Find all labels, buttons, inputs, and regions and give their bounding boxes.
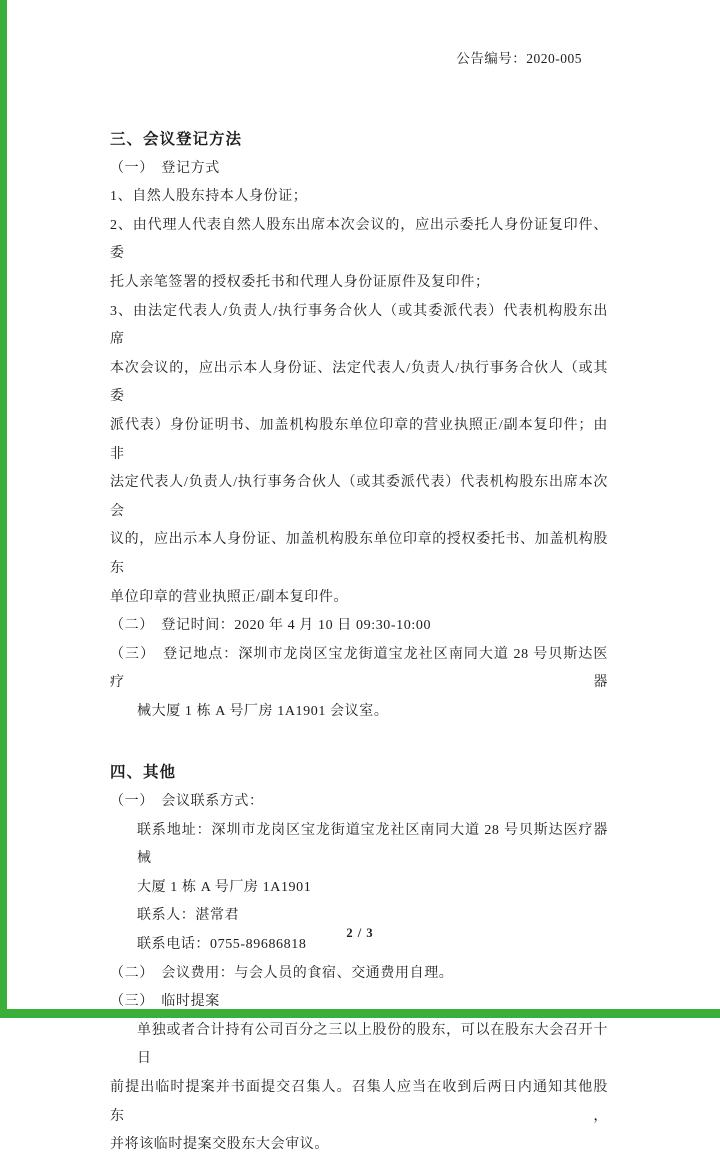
- registration-legal-rep-2: 本次会议的，应出示本人身份证、法定代表人/负责人/执行事务合伙人（或其委: [110, 360, 608, 405]
- item-registration-place-1: （三） 登记地点：深圳市龙岗区宝龙街道宝龙社区南同大道 28 号贝斯达医疗器: [110, 646, 608, 691]
- temp-proposal-1: 单独或者合计持有公司百分之三以上股份的股东，可以在股东大会召开十日: [137, 1022, 608, 1067]
- contact-address-1: 联系地址：深圳市龙岗区宝龙街道宝龙社区南同大道 28 号贝斯达医疗器械: [137, 822, 608, 867]
- item-contact-method: （一） 会议联系方式：: [110, 794, 264, 810]
- document-body: [110, 126, 608, 1160]
- item-meeting-cost: （二） 会议费用：与会人员的食宿、交通费用自理。: [110, 965, 454, 981]
- item-registration-place-2: 械大厦 1 栋 A 号厂房 1A1901 会议室。: [137, 703, 389, 719]
- section-heading-other: 四、其他: [110, 764, 177, 782]
- announcement-number: 公告编号：2020-005: [456, 51, 582, 66]
- contact-person: 联系人：湛常君: [137, 908, 240, 924]
- registration-legal-rep-6: 单位印章的营业执照正/副本复印件。: [110, 589, 349, 605]
- section-heading-registration: 三、会议登记方法: [110, 131, 243, 148]
- contact-address-2: 大厦 1 栋 A 号厂房 1A1901: [137, 879, 312, 895]
- item-temp-proposal: （三） 临时提案: [110, 994, 220, 1010]
- registration-legal-rep-5: 议的，应出示本人身份证、加盖机构股东单位印章的授权委托书、加盖机构股东: [110, 532, 608, 576]
- registration-natural-person: 1、自然人股东持本人身份证；: [110, 189, 308, 205]
- contact-phone: 联系电话：0755-89686818: [137, 937, 307, 953]
- item-registration-mode: （一） 登记方式: [110, 160, 220, 176]
- registration-agent-1: 2、由代理人代表自然人股东出席本次会议的，应出示委托人身份证复印件、委: [110, 217, 608, 262]
- registration-legal-rep-4: 法定代表人/负责人/执行事务合伙人（或其委派代表）代表机构股东出席本次会: [110, 475, 608, 519]
- registration-agent-2: 托人亲笔签署的授权委托书和代理人身份证原件及复印件；: [110, 274, 490, 290]
- registration-legal-rep-1: 3、由法定代表人/负责人/执行事务合伙人（或其委派代表）代表机构股东出席: [110, 303, 608, 348]
- temp-proposal-3: 并将该临时提案交股东大会审议。: [110, 1137, 329, 1153]
- item-registration-time: （二） 登记时间：2020 年 4 月 10 日 09:30-10:00: [110, 618, 432, 634]
- temp-proposal-2: 前提出临时提案并书面提交召集人。召集人应当在收到后两日内通知其他股东，: [110, 1080, 608, 1124]
- registration-legal-rep-3: 派代表）身份证明书、加盖机构股东单位印章的营业执照正/副本复印件；由非: [110, 417, 608, 462]
- page-number: 2 / 3: [346, 926, 374, 940]
- left-edge-accent: [0, 0, 7, 1018]
